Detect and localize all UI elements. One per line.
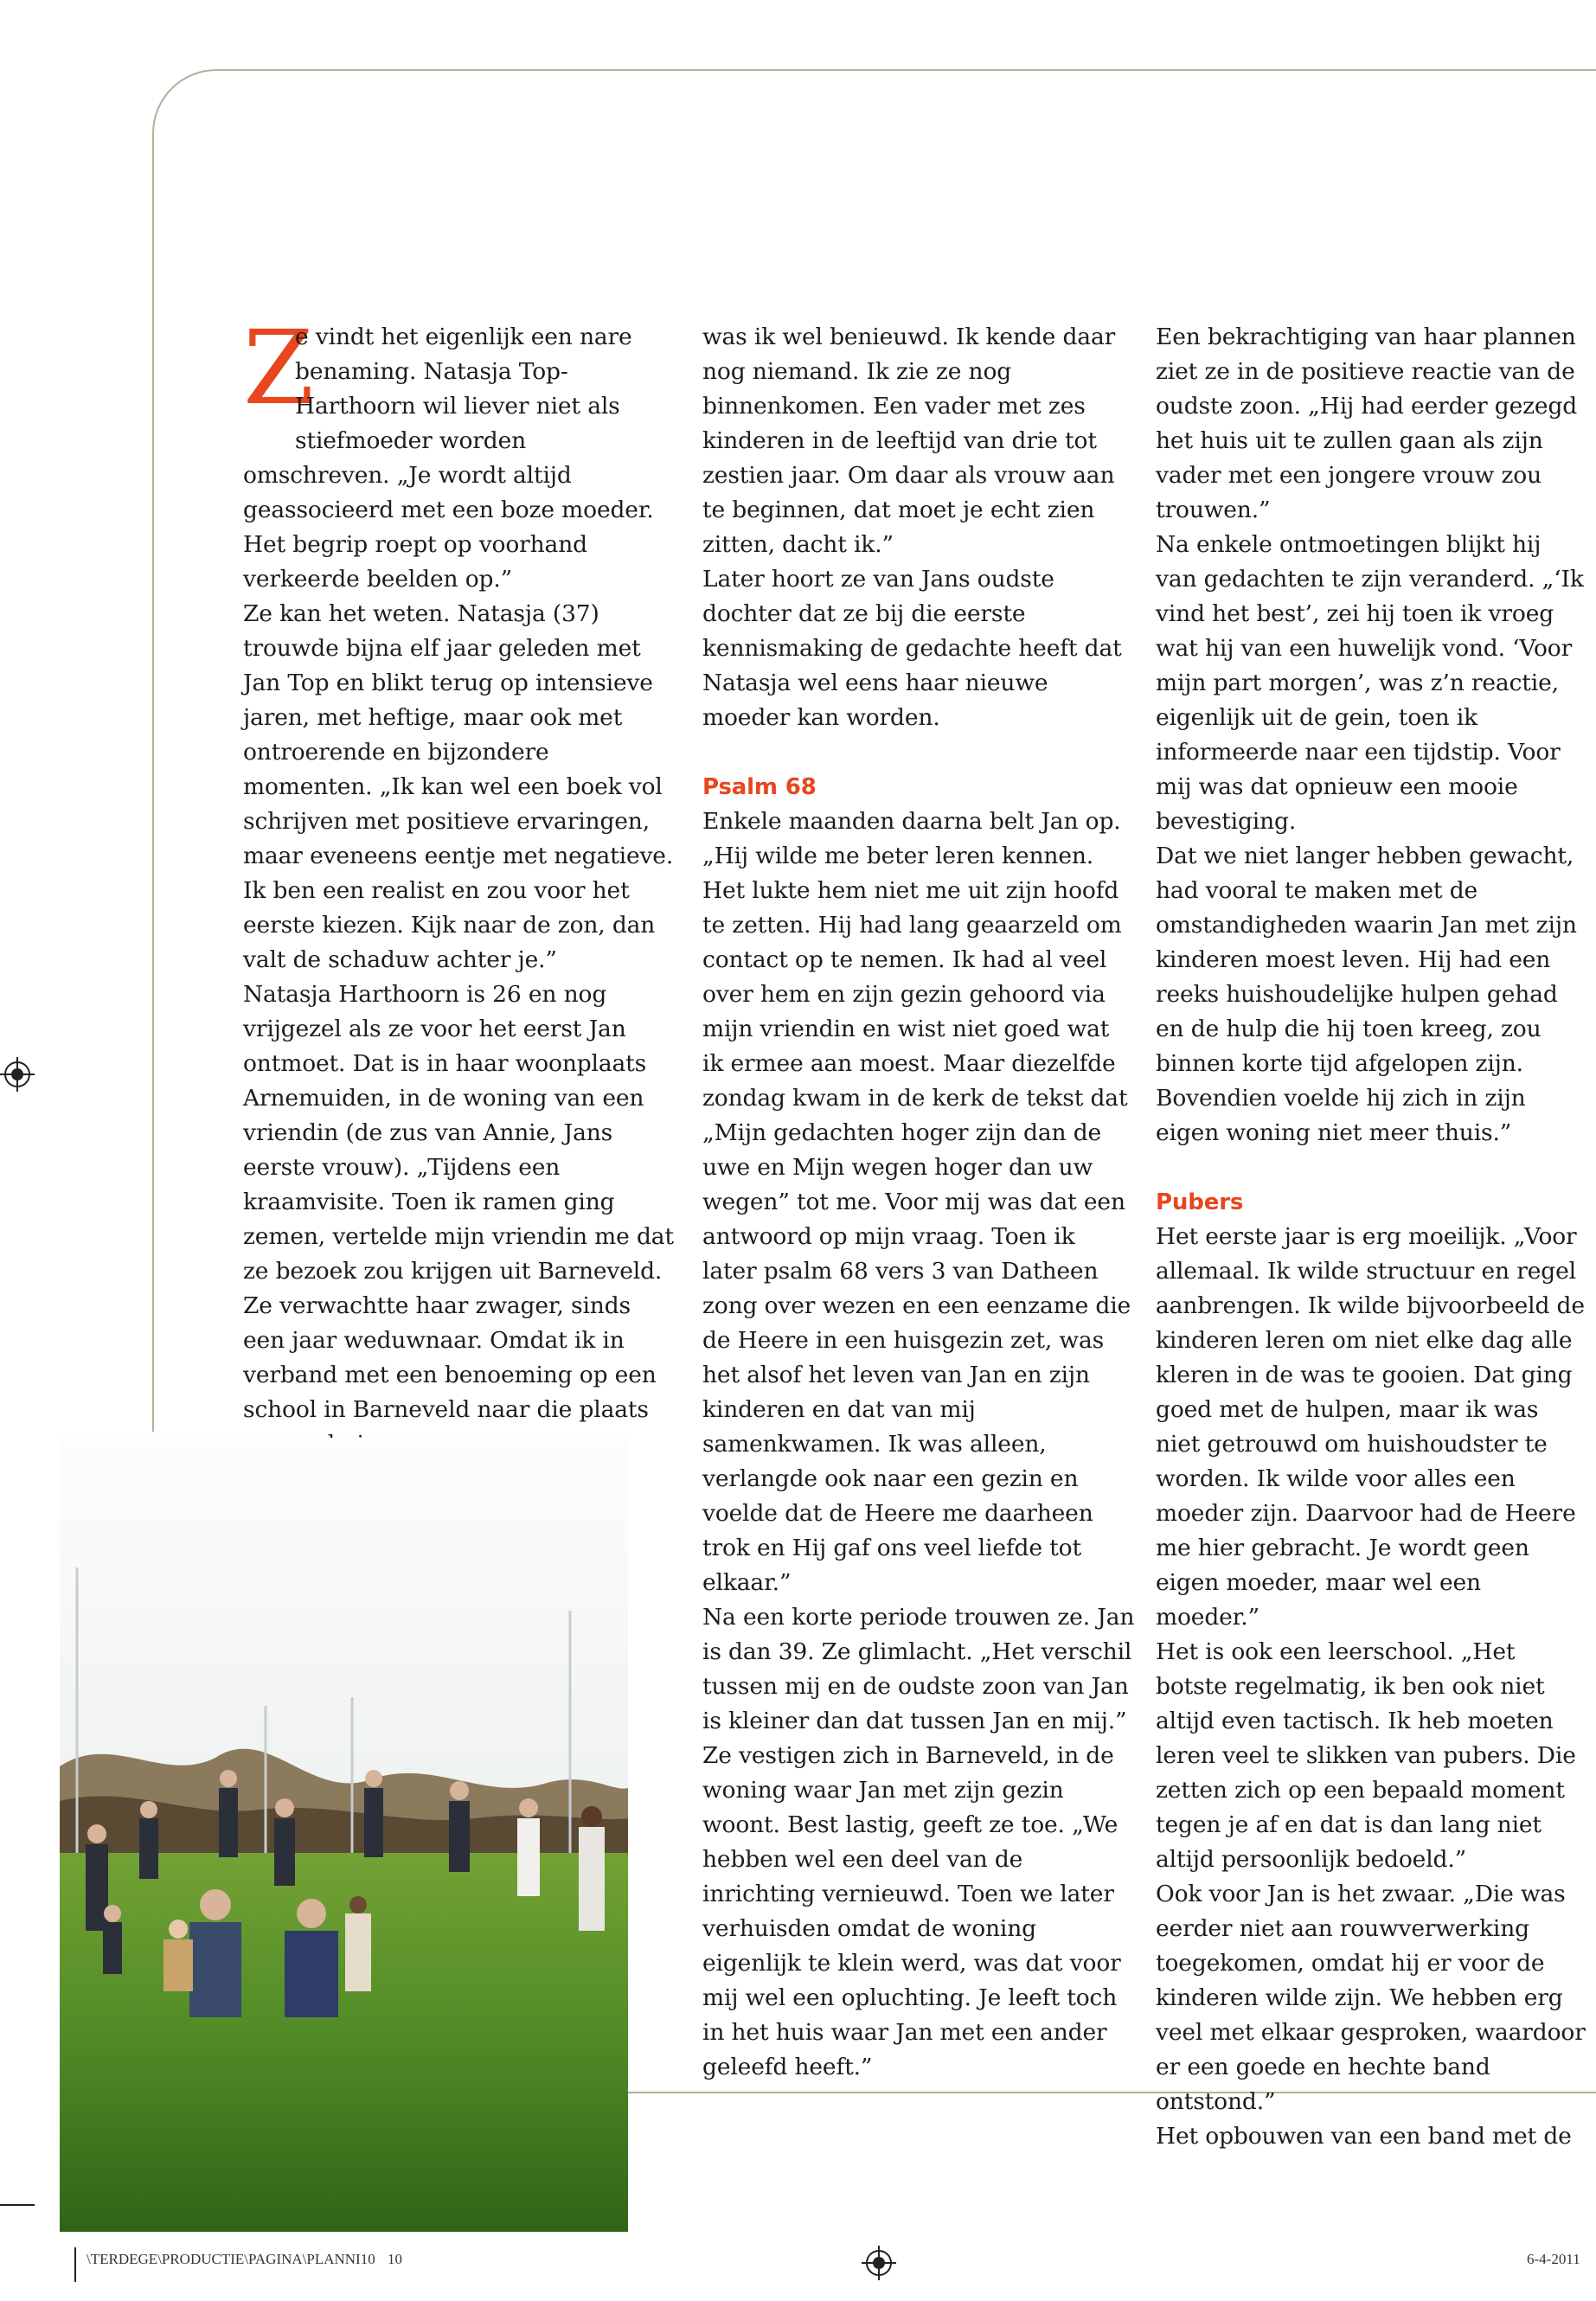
family-photo <box>60 1438 628 2232</box>
spacer <box>1156 1150 1588 1185</box>
paragraph: Ze kan het weten. Natasja (37) trouwde bijna elf jaar geleden met Jan Top en blikt terug op intensieve jaren, met heftige, maar ook met ontroerende en bijzondere momenten. „Ik kan wel een boek vol schrijven met positieve ervaringen, maar eveneens eentje met negatieve. Ik ben een realist en zou voor het eerste kiezen. Kijk naar de zon, dan valt de schaduw achter je.” <box>243 600 674 973</box>
footer-path-text: \TERDEGE\PRODUCTIE\PAGINA\PLANNI10 <box>87 2251 375 2267</box>
subheading-psalm: Psalm 68 <box>702 774 817 800</box>
crop-mark <box>74 2247 76 2282</box>
page-frame-left <box>152 138 154 1432</box>
page-frame-corner <box>152 69 232 149</box>
paragraph: Na een korte periode trouwen ze. Jan is dan 39. Ze glimlacht. „Het verschil tussen mij en de oudste zoon van Jan is kleiner dan dat tussen Jan en mij.” <box>702 1604 1135 1734</box>
footer-page-number: 10 <box>387 2251 402 2267</box>
article-column-3 <box>1156 320 1588 2154</box>
crop-mark <box>0 2204 35 2206</box>
paragraph: Ook voor Jan is het zwaar. „Die was eerder niet aan rouwverwerking toegekomen, omdat hij er voor de kinderen wilde zijn. We hebben erg veel met elkaar gesproken, waardoor er een goede en hechte band ontstond.” <box>1156 1881 1586 2115</box>
paragraph: Na enkele ontmoetingen blijkt hij van gedachten te zijn veranderd. „‘Ik vind het best’, zei hij toen ik vroeg wat hij van een huwelijk vond. ‘Voor mijn part morgen’, was z’n reactie, eigenlijk uit de gein, toen ik informeerde naar een tijdstip. Voor mij was dat opnieuw een mooie bevestiging. <box>1156 531 1584 835</box>
paragraph: Later hoort ze van Jans oudste dochter dat ze bij die eerste kennismaking de gedachte heeft dat Natasja wel eens haar nieuwe moeder kan worden. <box>702 566 1122 731</box>
spacer <box>702 735 1135 770</box>
paragraph: Het eerste jaar is erg moeilijk. „Voor allemaal. Ik wilde structuur en regel aanbrengen. Ik wilde bijvoorbeeld de kinderen leren om niet elke dag alle kleren in de was te gooien. Dat ging goed met de hulpen, maar ik was niet getrouwd om huishoudster te worden. Ik wilde voor alles een moeder zijn. Daarvoor had de Heere me hier gebracht. Je wordt geen eigen moeder, maar wel een moeder.” <box>1156 1223 1585 1631</box>
footer-date: 6-4-2011 <box>1527 2251 1580 2267</box>
paragraph: e vindt het eigenlijk een nare benaming. Natasja Top-Harthoorn wil liever niet als stiefmoeder worden omschreven. „Je wordt altijd geassocieerd met een boze moeder. Het begrip roept op voorhand verkeerde beelden op.” <box>243 324 654 593</box>
registration-mark-icon <box>862 2246 896 2280</box>
paragraph: Het opbouwen van een band met de <box>1156 2123 1572 2150</box>
page-frame-top <box>216 69 1596 71</box>
registration-mark-icon <box>0 1057 35 1092</box>
footer-path <box>87 2251 402 2268</box>
subheading-pubers: Pubers <box>1156 1189 1244 1215</box>
article-column-2 <box>702 320 1135 2085</box>
paragraph: Natasja Harthoorn is 26 en nog vrijgezel als ze voor het eerst Jan ontmoet. Dat is in haar woonplaats Arnemuiden, in de woning van een vriendin (de zus van Annie, Jans eerste vrouw). „Tijdens een kraamvisite. Toen ik ramen ging zemen, vertelde mijn vriendin me dat ze bezoek zou krijgen uit Barneveld. Ze verwachtte haar zwager, sinds een jaar weduwnaar. Omdat ik in verband met een benoeming op een school in Barneveld naar die plaats <box>243 981 674 1423</box>
paragraph: Ze vestigen zich in Barneveld, in de woning waar Jan met zijn gezin woont. Best lastig, geeft ze toe. „We hebben wel een deel van de inrichting vernieuwd. Toen we later verhuisden omdat de woning eigenlijk te klein werd, was dat voor mij wel een opluchting. Je leeft toch in het huis waar Jan met een ander geleefd heeft.” <box>702 1742 1121 2080</box>
paragraph: was ik wel benieuwd. Ik kende daar nog niemand. Ik zie ze nog binnenkomen. Een vader met zes kinderen in de leeftijd van drie tot zestien jaar. Om daar als vrouw aan te beginnen, dat moet je echt zien zitten, dacht ik.” <box>702 324 1116 558</box>
paragraph: Een bekrachtiging van haar plannen ziet ze in de positieve reactie van de oudste zoon. „Hij had eerder gezegd het huis uit te zullen gaan als zijn vader met een jongere vrouw zou trouwen.” <box>1156 324 1578 523</box>
drop-cap: Z <box>243 308 314 427</box>
paragraph: Enkele maanden daarna belt Jan op. „Hij wilde me beter leren kennen. Het lukte hem niet me uit zijn hoofd te zetten. Hij had lang geaarzeld om contact op te nemen. Ik had al veel over hem en zijn gezin gehoord via mijn vriendin en wist niet goed wat ik ermee aan moest. Maar diezelfde zondag kwam in de kerk de tekst dat „Mijn gedachten hoger zijn dan de uwe en Mijn wegen hoger dan uw wegen” tot me. Voor mij was dat een antwoord op mijn vraag. Toen ik later psalm 68 vers 3 van Datheen zong over wezen en een eenzame die de Heere in een huisgezin zet, was het alsof het leven van Jan en zijn kinderen en dat van mij samenkwamen. Ik was alleen, verlangde ook naar een gezin en voelde dat de Heere me daarheen trok en Hij gaf ons veel liefde tot elkaar.” <box>702 808 1131 1596</box>
paragraph: Dat we niet langer hebben gewacht, had vooral te maken met de omstandigheden waarin Jan met zijn kinderen moest leven. Hij had een reeks huishoudelijke hulpen gehad en de hulp die hij toen kreeg, zou binnen korte tijd afgelopen zijn. Bovendien voelde hij zich in zijn eigen woning niet meer thuis.” <box>1156 843 1577 1146</box>
paragraph: Het is ook een leerschool. „Het botste regelmatig, ik ben ook niet altijd even tactisch. Ik heb moeten leren veel te slikken van pubers. Die zetten zich op een bepaald moment tegen je af en dat is dan lang niet altijd persoonlijk bedoeld.” <box>1156 1638 1576 1873</box>
article-column-1 <box>243 308 676 1462</box>
